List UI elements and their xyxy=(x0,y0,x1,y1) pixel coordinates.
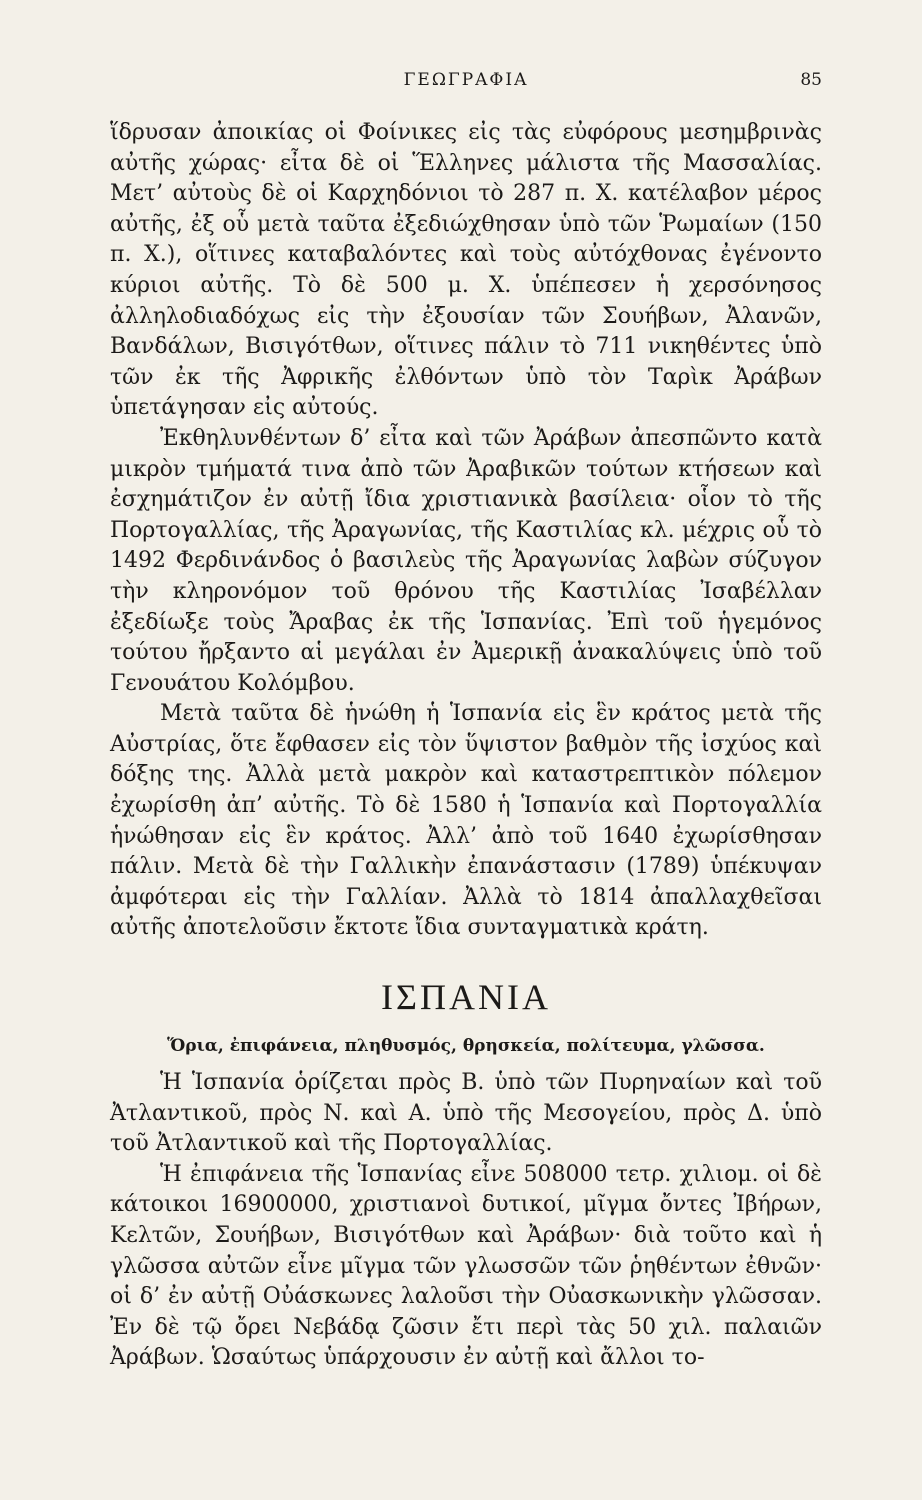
paragraph-history-3: Μετὰ ταῦτα δὲ ἡνώθη ἡ Ἱσπανία εἰς ἓν κράτος μετὰ τῆς Αὐστρίας, ὅτε ἔφθασεν εἰς τὸν ὕψιστον βαθμὸν τῆς ἰσχύος καὶ δόξης της. Ἀλλὰ μετὰ μακρὸν καὶ καταστρεπτικὸν πόλεμον ἐχωρίσθη ἀπ’ αὐτῆς. Τὸ δὲ 1580 ἡ Ἱσπανία καὶ Πορτογαλλία ἡνώθησαν εἰς ἓν κράτος. Ἀλλ’ ἀπὸ τοῦ 1640 ἐχωρίσθησαν πάλιν. Μετὰ δὲ τὴν Γαλλικὴν ἐπανάστασιν (1789) ὑπέκυψαν ἀμφότεραι εἰς τὴν Γαλλίαν. Ἀλλὰ τὸ 1814 ἀπαλλαχθεῖσαι αὐτῆς ἀποτελοῦσιν ἔκτοτε ἴδια συνταγματικὰ κράτη. xyxy=(110,701,822,941)
paragraph-borders: Ἡ Ἱσπανία ὁρίζεται πρὸς Β. ὑπὸ τῶν Πυρηναίων καὶ τοῦ Ἀτλαντικοῦ, πρὸς Ν. καὶ Α. ὑπὸ τῆς Μεσογείου, πρὸς Δ. ὑπὸ τοῦ Ἀτλαντικοῦ καὶ τῆς Πορτογαλλίας. xyxy=(110,1070,822,1157)
paragraph-history-2: Ἐκθηλυνθέντων δ’ εἶτα καὶ τῶν Ἀράβων ἀπεσπῶντο κατὰ μικρὸν τμήματά τινα ἀπὸ τῶν Ἀραβικῶν τούτων κτήσεων καὶ ἐσχημάτιζον ἐν αὐτῇ ἴδια χριστιανικὰ βασίλεια· οἷον τὸ τῆς Πορτογαλλίας, τῆς Ἀραγωνίας, τῆς Καστιλίας κλ. μέχρις οὗ τὸ 1492 Φερδινάνδος ὁ βασιλεὺς τῆς Ἀραγωνίας λαβὼν σύζυγον τὴν κληρονόμον τοῦ θρόνου τῆς Καστιλίας Ἰσαβέλλαν ἐξεδίωξε τοὺς Ἄραβας ἐκ τῆς Ἱσπανίας. Ἐπὶ τοῦ ἡγεμόνος τούτου ἤρξαντο αἱ μεγάλαι ἐν Ἀμερικῇ ἀνακαλύψεις ὑπὸ τοῦ Γενουάτου Κολόμβου. xyxy=(110,425,822,696)
paragraph-history-1: ἵδρυσαν ἀποικίας οἱ Φοίνικες εἰς τὰς εὐφόρους μεσημβρινὰς αὐτῆς χώρας· εἶτα δὲ οἱ Ἕλληνες μάλιστα τῆς Μασσαλίας. Μετ’ αὐτοὺς δὲ οἱ Καρχηδόνιοι τὸ 287 π. Χ. κατέλαβον μέρος αὐτῆς, ἐξ οὗ μετὰ ταῦτα ἐξεδιώχθησαν ὑπὸ τῶν Ῥωμαίων (150 π. Χ.), οἵτινες καταβαλόντες καὶ τοὺς αὐτόχθονας ἐγένοντο κύριοι αὐτῆς. Τὸ δὲ 500 μ. Χ. ὑπέπεσεν ἡ χερσόνησος ἀλληλοδιαδόχως εἰς τὴν ἐξουσίαν τῶν Σουήβων, Ἀλανῶν, Βανδάλων, Βισιγότθων, οἵτινες πάλιν τὸ 711 νικηθέντες ὑπὸ τῶν ἐκ τῆς Ἀφρικῆς ἐλθόντων ὑπὸ τὸν Ταρὶκ Ἀράβων ὑπετάγησαν εἰς αὐτούς. xyxy=(110,120,822,421)
paragraph-population: Ἡ ἐπιφάνεια τῆς Ἱσπανίας εἶνε 508000 τετρ. χιλιομ. οἱ δὲ κάτοικοι 16900000, χριστιανοὶ δυτικοί, μῖγμα ὄντες Ἰβήρων, Κελτῶν, Σουήβων, Βισιγότθων καὶ Ἀράβων· διὰ τοῦτο καὶ ἡ γλῶσσα αὐτῶν εἶνε μῖγμα τῶν γλωσσῶν τῶν ῥηθέντων ἐθνῶν· οἱ δ’ ἐν αὐτῇ Οὐάσκωνες λαλοῦσι τὴν Οὐασκωνικὴν γλῶσσαν. Ἐν δὲ τῷ ὄρει Νεβάδᾳ ζῶσιν ἔτι περὶ τὰς 50 χιλ. παλαιῶν Ἀράβων. Ὡσαύτως ὑπάρχουσιν ἐν αὐτῇ καὶ ἄλλοι το- xyxy=(110,1161,822,1371)
section-subtitle: Ὅρια, ἐπιφάνεια, πληθυσμός, θρησκεία, πολίτευμα, γλῶσσα. xyxy=(167,1036,765,1057)
page-body xyxy=(110,118,822,1374)
running-head: ΓΕΩΓΡΑΦΙΑ xyxy=(403,70,529,90)
page-header xyxy=(110,70,822,102)
section-title: ΙΣΠΑΝΙΑ xyxy=(381,977,551,1018)
page-number: 85 xyxy=(800,70,822,90)
